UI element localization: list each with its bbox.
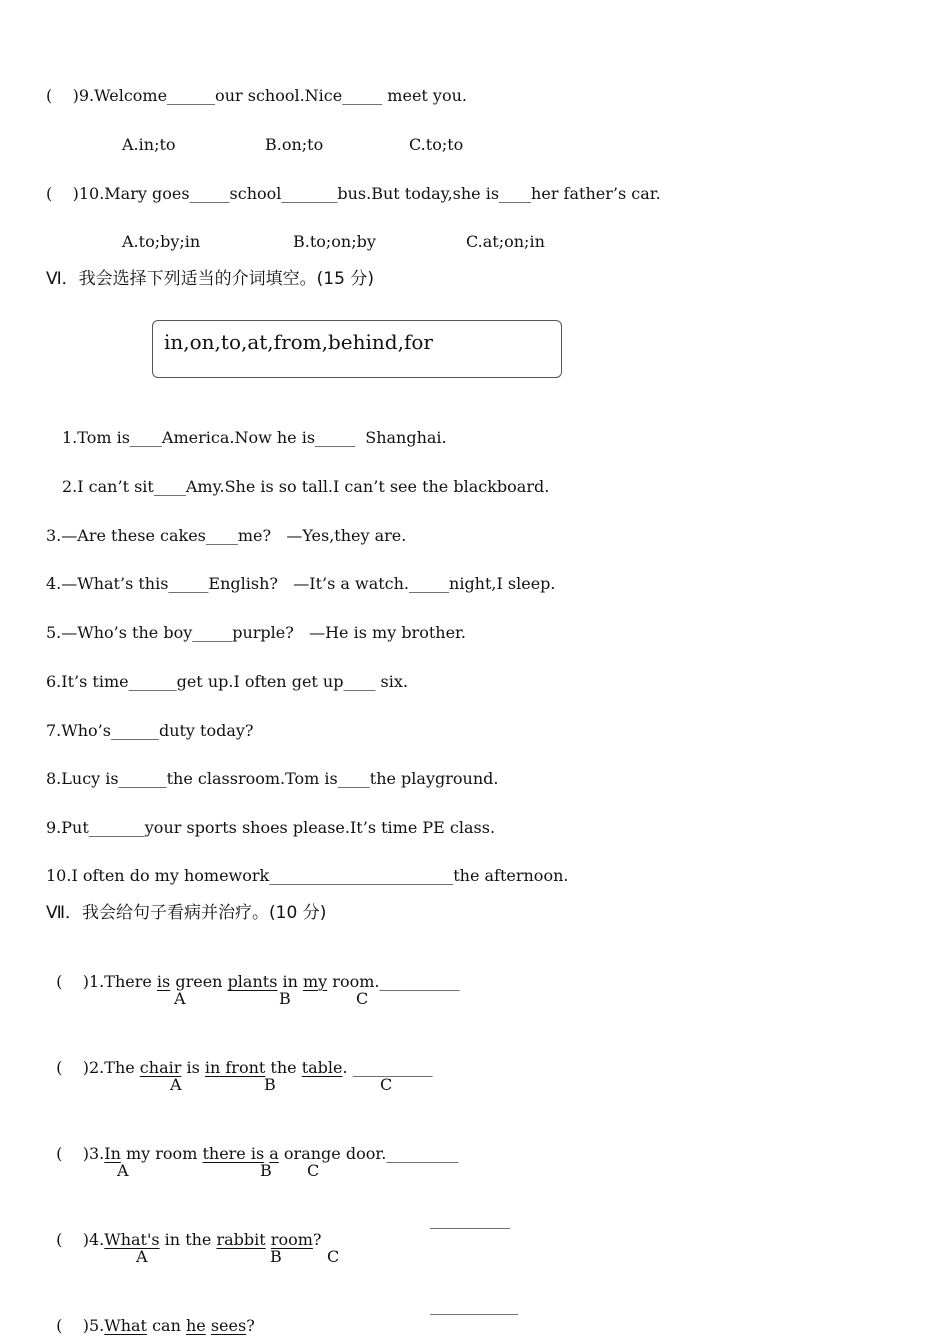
answer-paren: ( ) (56, 1058, 89, 1077)
answer-blank: ___________ (430, 1296, 518, 1315)
section-6-item-1: 1.Tom is____America.Now he is_____ Shanghai. (62, 428, 447, 447)
underlined-part-b: in front (204, 1058, 266, 1077)
underlined-part-a: In (104, 1144, 121, 1163)
question-9-option-a: A.in;to (122, 135, 176, 154)
question-9-stem: ( )9.Welcome______our school.Nice_____ meet you. (46, 86, 467, 105)
answer-blank: __________ (352, 1058, 433, 1077)
underlined-part-b: rabbit (216, 1230, 266, 1249)
section-7-item-4 (46, 1210, 321, 1250)
label-a: A (174, 989, 186, 1008)
underlined-part-b: there is (202, 1144, 265, 1163)
question-10-stem: ( )10.Mary goes_____school_______bus.But today,she is____her father’s car. (46, 184, 661, 203)
answer-paren: ( ) (56, 1230, 89, 1249)
section-6-item-5: 5.—Who’s the boy_____purple? —He is my brother. (46, 623, 467, 642)
label-c: C (307, 1161, 320, 1180)
question-10-option-c: C.at;on;in (466, 232, 545, 251)
underlined-part-a: chair (139, 1058, 182, 1077)
section-7-heading: Ⅶ．我会给句子看病并治疗。(10 分) (46, 903, 327, 923)
underlined-part-c: a (269, 1144, 279, 1163)
answer-paren: ( ) (56, 1316, 89, 1335)
underlined-part-c: my (303, 972, 328, 991)
section-7-item-3 (46, 1124, 458, 1164)
item-number: 4. (89, 1230, 105, 1249)
underlined-part-c: sees (210, 1316, 247, 1335)
answer-blank: _________ (386, 1144, 459, 1163)
label-b: B (260, 1161, 272, 1180)
question-10-option-a: A.to;by;in (122, 232, 201, 251)
sentence-part: in the (159, 1230, 217, 1249)
section-6-item-4: 4.—What’s this_____English? —It’s a watch._____night,I sleep. (46, 574, 556, 593)
sentence-part: is (181, 1058, 205, 1077)
question-9-option-c: C.to;to (409, 135, 464, 154)
underlined-part-b: he (185, 1316, 206, 1335)
label-a: A (170, 1075, 182, 1094)
word-box (152, 320, 562, 378)
section-6-item-3: 3.—Are these cakes____me? —Yes,they are. (46, 526, 407, 545)
section-7-item-5 (46, 1296, 255, 1336)
label-b: B (270, 1247, 282, 1266)
sentence-part: ? (246, 1316, 255, 1335)
section-6-item-9: 9.Put_______your sports shoes please.It’s time PE class. (46, 818, 496, 837)
label-c: C (327, 1247, 340, 1266)
question-10-option-b: B.to;on;by (293, 232, 376, 251)
underlined-part-a: is (156, 972, 171, 991)
answer-blank: __________ (379, 972, 460, 991)
sentence-part: There (104, 972, 157, 991)
sentence-part: green (170, 972, 228, 991)
sentence-part: orange door. (278, 1144, 387, 1163)
underlined-part-a: What (104, 1316, 147, 1335)
underlined-part-c: table (301, 1058, 343, 1077)
section-6-item-7: 7.Who’s______duty today? (46, 721, 254, 740)
underlined-part-c: room (270, 1230, 313, 1249)
sentence-part: my room (120, 1144, 203, 1163)
section-7-item-2 (46, 1038, 433, 1078)
section-6-item-6: 6.It’s time______get up.I often get up____ six. (46, 672, 408, 691)
section-6-item-2: 2.I can’t sit____Amy.She is so tall.I can’t see the blackboard. (62, 477, 550, 496)
item-number: 2. (89, 1058, 105, 1077)
answer-blank: __________ (430, 1210, 510, 1229)
sentence-part: room. (327, 972, 380, 991)
answer-paren: ( ) (56, 972, 89, 991)
section-6-item-8: 8.Lucy is______the classroom.Tom is____the playground. (46, 769, 499, 788)
item-number: 1. (89, 972, 105, 991)
underlined-part-a: What's (104, 1230, 160, 1249)
label-c: C (356, 989, 369, 1008)
label-c: C (380, 1075, 393, 1094)
label-a: A (136, 1247, 148, 1266)
section-7-item-1 (46, 952, 459, 992)
label-b: B (279, 989, 291, 1008)
sentence-part: can (146, 1316, 186, 1335)
answer-paren: ( ) (56, 1144, 89, 1163)
word-box-text: in,on,to,at,from,behind,for (164, 330, 433, 354)
underlined-part-b: plants (227, 972, 278, 991)
sentence-part: The (104, 1058, 140, 1077)
label-a: A (117, 1161, 129, 1180)
item-number: 3. (89, 1144, 105, 1163)
label-b: B (264, 1075, 276, 1094)
item-number: 5. (89, 1316, 105, 1335)
question-9-option-b: B.on;to (265, 135, 324, 154)
sentence-part: ? (312, 1230, 322, 1249)
sentence-part: . (342, 1058, 353, 1077)
section-6-heading: Ⅵ．我会选择下列适当的介词填空。(15 分) (46, 269, 374, 289)
section-6-item-10: 10.I often do my homework_______________________the afternoon. (46, 866, 569, 885)
sentence-part: in (277, 972, 303, 991)
sentence-part: the (265, 1058, 302, 1077)
